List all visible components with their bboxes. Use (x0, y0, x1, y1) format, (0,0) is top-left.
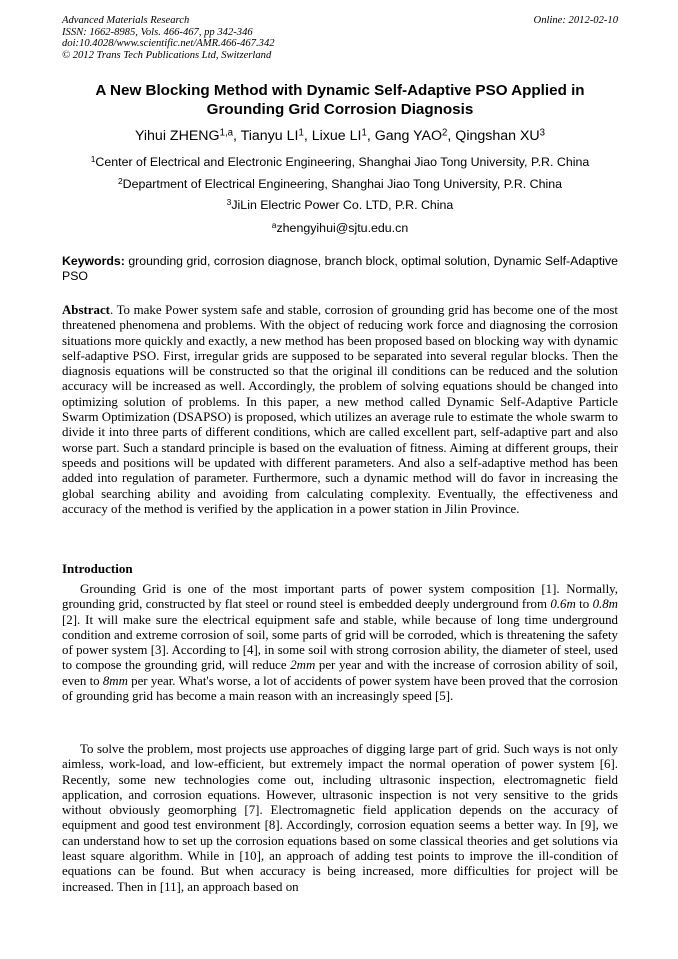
online-date: Online: 2012-02-10 (533, 15, 618, 26)
email-text: zhengyihui@sjtu.edu.cn (276, 221, 409, 235)
issn-line: ISSN: 1662-8985, Vols. 466-467, pp 342-346 (62, 26, 253, 38)
author-sup: 1 (361, 127, 367, 139)
author-separator: , (447, 128, 456, 144)
keywords-text: grounding grid, corrosion diagnose, branch block, optimal solution, Dynamic Self-Adaptive PSO (62, 254, 618, 283)
affiliation-text: JiLin Electric Power Co. LTD, P.R. China (231, 198, 454, 212)
affiliation-sup: a (271, 220, 277, 231)
affiliation-sup: 1 (90, 154, 96, 165)
author-list (62, 127, 618, 145)
keywords-block (62, 254, 618, 284)
paper-title: A New Blocking Method with Dynamic Self-Adaptive PSO Applied in Grounding Grid Corrosion Diagnosis (95, 82, 585, 118)
author-sup: 1,a (219, 127, 233, 139)
intro-paragraph-1 (62, 582, 618, 704)
abstract-text: . To make Power system safe and stable, corrosion of grounding grid has become one of the most threatened phenomena and problems. With the object of reducing work force and diagnosing the corrosion situations more quickly and exactly, a new method has been proposed based on blocking way with dynamic self-adaptive PSO. First, irregular grids are supposed to be separated into several regular blocks. Then the diagnosis equations will be constructed so that the original ill conditions can be reduced and the solution accuracy will be increased as well. Accordingly, the problem of solving equations should be changed into optimizing solution of problems. In this paper, a new method called Dynamic Self-Adaptive Particle Swarm Optimization (DSAPSO) is proposed, which utilizes an average rule to estimate the whole swarm to divide it into three parts of different conditions, which are called excellent part, self-adaptive part and also worse part. Such a standard principle is based on the evaluation of fitness. Aiming at different groups, their speeds and positions will be updated with different parameters. And also a self-adaptive method has been added into regulation of parameter. Furthermore, such a dynamic method will do favor in increasing the global searching ability and avoiding from calculating complexity. Eventually, the effectiveness and accuracy of the method is verified by the application in a power station in Jilin Province. (62, 303, 618, 516)
author-name: Qingshan XU (455, 128, 540, 144)
journal-name: Advanced Materials Research (62, 15, 190, 26)
author-name: Yihui ZHENG (134, 128, 220, 144)
paragraph-text: Grounding Grid is one of the most important parts of power system composition [1]. Normally, grounding grid, constructed by flat steel or round steel is embedded deeply underground from (62, 582, 618, 612)
copyright-line: © 2012 Trans Tech Publications Ltd, Switzerland (62, 49, 272, 61)
abstract-label: Abstract (62, 303, 110, 317)
doi-line: doi:10.4028/www.scientific.net/AMR.466-467.342 (62, 38, 275, 49)
author-email (62, 221, 618, 236)
affiliation-text: Department of Electrical Engineering, Shanghai Jiao Tong University, P.R. China (122, 177, 563, 191)
affiliation-1 (62, 155, 618, 170)
math-value: 8mm (102, 673, 128, 688)
affiliation-sup: 3 (226, 197, 232, 208)
intro-paragraph-2: To solve the problem, most projects use approaches of digging large part of grid. Such ways is not only aimless, work-load, and low-efficient, but extremely impact the normal operation of power system [6]. Recently, some new technologies come out, including ultrasonic inspection, electromagnetic field application, and corrosion equations. However, ultrasonic inspection is not very sensitive to the grids without obviously geomorphing [7]. Electromagnetic field application depends on the accuracy of equipment and good test environment [8]. Accordingly, corrosion equation seems a better way. In [9], we can understand how to set up the corrosion equations based on some classical theories and get solutions via least square algorithm. While in [10], an approach of adding test points to improve the ill-condition of equations can be found. But when accuracy is being increased, more difficulties for project will be increased. Then in [11], an approach based on (62, 742, 618, 894)
abstract-block (62, 303, 618, 517)
math-value: 0.8m (592, 597, 618, 612)
author-separator: , (232, 128, 241, 144)
author-separator: , (366, 128, 375, 144)
math-value: 0.6m (550, 597, 576, 612)
paragraph-text: per year. What's worse, a lot of accidents of power system have been proved that the corrosion of grounding grid has become a main reason with an increasingly speed [5]. (62, 673, 618, 704)
journal-header (62, 15, 618, 61)
author-name: Lixue LI (311, 128, 362, 144)
author-name: Gang YAO (374, 128, 443, 144)
affiliation-sup: 2 (117, 176, 123, 187)
author-sup: 2 (442, 127, 448, 139)
affiliation-2 (62, 177, 618, 192)
author-sup: 1 (298, 127, 304, 139)
affiliation-text: Center of Electrical and Electronic Engineering, Shanghai Jiao Tong University, P.R. China (95, 155, 590, 169)
keywords-label: Keywords: (62, 254, 125, 268)
author-separator: , (303, 128, 312, 144)
paragraph-text: [2]. It will make sure the electrical equipment safe and stable, while because of long time underground condition and extreme corrosion of soil, some parts of grid will be corroded, which is threatening the safety of power system [3]. According to [4], in some soil with strong corrosion ability, the diameter of steel, used to compose the grounding grid, will reduce (62, 612, 618, 673)
author-name: Tianyu LI (240, 128, 299, 144)
author-sup: 3 (539, 127, 546, 139)
affiliation-3 (62, 198, 618, 213)
math-value: 2mm (290, 658, 316, 673)
paragraph-text: to (575, 597, 593, 612)
paragraph-text: per year and with the increase of corrosion ability of soil, even to (62, 658, 618, 688)
section-heading: Introduction (62, 561, 133, 576)
